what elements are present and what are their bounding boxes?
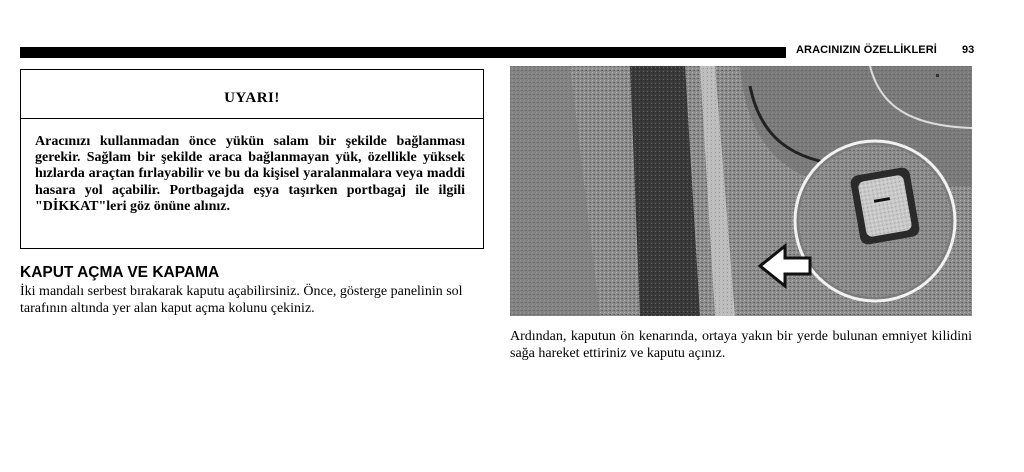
photo-mark: [936, 74, 939, 77]
hood-release-photo: [510, 66, 972, 316]
header-rule: [20, 47, 786, 58]
warning-text: Aracınızı kullanmadan önce yükün salam bir şekilde bağlanması gerekir. Sağlam bir şekilde araca bağlanmayan yük, özellikle yüksek hızlarda araçtan fırlayabilir ve bu da kişisel yaralanmalara veya maddi hasara yol açabilir. Portbagajda eşya taşırken portbagaj ile ilgili "DİKKAT"leri göz önüne alınız.: [35, 134, 465, 214]
section-heading: KAPUT AÇMA VE KAPAMA: [20, 264, 220, 281]
page-number: 93: [962, 44, 975, 56]
right-paragraph: Ardından, kaputun ön kenarında, ortaya yakın bir yerde bulunan emniyet kilidini sağa hareket ettiriniz ve kaputu açınız.: [510, 329, 972, 361]
section-paragraph: İki mandalı serbest bırakarak kaputu açabilirsiniz. Önce, gösterge panelinin sol tarafının altında yer alan kaput açma kolunu çekiniz.: [20, 284, 463, 316]
header-title: ARACINIZIN ÖZELLİKLERİ: [796, 44, 937, 56]
warning-divider: [21, 118, 483, 119]
warning-title: UYARI!: [224, 90, 280, 106]
warning-box: [20, 69, 484, 249]
hood-release-illustration: [510, 66, 972, 316]
